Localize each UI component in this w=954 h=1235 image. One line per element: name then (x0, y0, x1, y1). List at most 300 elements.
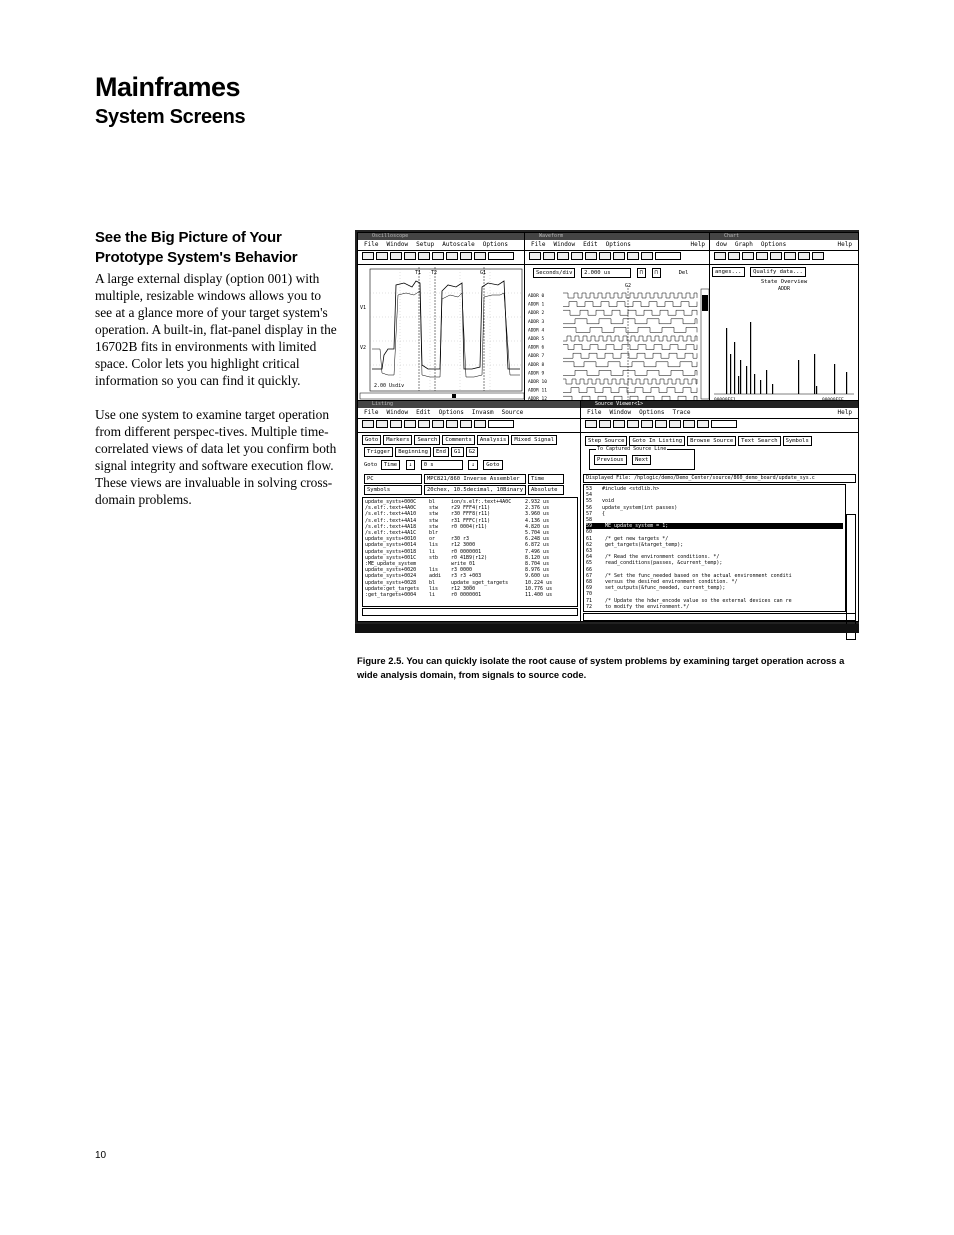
tool-icon[interactable] (585, 420, 597, 428)
line-number: 72 (586, 603, 593, 610)
tool-icon[interactable] (627, 252, 639, 260)
menu-window[interactable]: Window (386, 409, 409, 416)
chart-bar (834, 364, 835, 394)
tool-icon[interactable] (627, 420, 639, 428)
table-cell: r29 FFF4(r11) (451, 505, 491, 512)
line-number: 57 (586, 510, 593, 517)
line-number: 71 (586, 597, 593, 604)
seconds-div-button[interactable]: Seconds/div (533, 268, 575, 278)
prev-edge-icon[interactable]: ⊓ (637, 268, 646, 278)
menu-help[interactable]: Help (837, 409, 852, 416)
table-cell: r3 0000 (451, 567, 473, 574)
tool-icon[interactable] (571, 252, 583, 260)
line-text: /* Update the hdwr_encode value so the external devices can re (602, 597, 792, 604)
marker-t2: T2 (431, 270, 438, 276)
tool-icon[interactable] (770, 252, 782, 260)
waveform-label: ADDR 0 (528, 294, 545, 299)
line-text: #include <stdlib.h> (602, 486, 660, 492)
marker-t1: T1 (415, 270, 422, 276)
captured-source-group (589, 446, 695, 470)
waveform-plot (525, 281, 711, 401)
chart-bar (740, 360, 741, 394)
menu-graph[interactable]: Graph (734, 241, 753, 248)
menu-help[interactable]: Help (690, 241, 705, 248)
table-cell: r30 FFF8(r11) (451, 511, 491, 518)
goto-label: Goto (364, 462, 378, 468)
line-text: update_system(int passes) (602, 504, 678, 511)
waveform-trace (563, 379, 697, 384)
tool-icon[interactable] (390, 252, 402, 260)
waveform-label: ADDR 6 (528, 345, 545, 351)
source-title-bar: Source Viewer<1> (581, 401, 858, 408)
text-column (95, 228, 337, 525)
tool-icon[interactable] (432, 420, 444, 428)
waveform-trace (563, 327, 697, 332)
menu-autoscale[interactable]: Autoscale (442, 241, 475, 248)
page-title: Mainframes (95, 72, 241, 102)
tab-analysis[interactable]: Analysis (477, 435, 510, 445)
line-number: 60 (586, 529, 593, 536)
line-number: 66 (586, 566, 593, 573)
line-number: 56 (586, 504, 593, 511)
scope-scale: 2.00 Usdiv (374, 383, 405, 389)
scope-menu (358, 240, 526, 251)
chart-bar (738, 376, 739, 394)
tool-icon[interactable] (432, 252, 444, 260)
table-cell: :ME_update_system (365, 561, 417, 568)
scope-toolbar (358, 251, 526, 265)
table-cell: 2.932 us (525, 499, 550, 505)
table-cell: stw (429, 505, 439, 512)
tool-icon[interactable] (655, 420, 667, 428)
menu-options[interactable]: Options (438, 409, 464, 416)
chart-bar (746, 366, 747, 394)
tool-icon[interactable] (362, 420, 374, 428)
table-cell: /s.elf:.text+4A10 (365, 511, 417, 518)
goto-button[interactable]: Goto (483, 460, 502, 470)
tool-icon[interactable] (669, 420, 681, 428)
chart-bar (816, 386, 817, 394)
tab-step-source[interactable]: Step Source (585, 436, 627, 446)
tab-comments[interactable]: Comments (442, 435, 475, 445)
waveform-label: ADDR 3 (528, 319, 545, 325)
table-cell: r0 0000001 (451, 548, 482, 555)
tool-icon[interactable] (728, 252, 740, 260)
table-cell: /s.elf:.text+4A1C (365, 530, 417, 537)
line-text: /* get new targets */ (602, 535, 669, 542)
tool-icon[interactable] (529, 252, 541, 260)
waveform-label: ADDR 4 (528, 328, 545, 334)
tool-icon[interactable] (376, 420, 388, 428)
menu-edit[interactable]: Edit (416, 409, 431, 416)
marker-g1: G1 (480, 270, 487, 276)
tool-blank (711, 420, 737, 428)
waveform-trace (563, 345, 697, 350)
line-number: 67 (586, 572, 593, 579)
tab-browse-source[interactable]: Browse Source (687, 436, 736, 446)
table-cell: update_systs+0014 (365, 542, 417, 549)
column-pc[interactable]: PC (364, 474, 422, 484)
line-text: set_outputs(&func_needed, current_temp); (602, 585, 726, 592)
table-cell: stw (429, 523, 439, 530)
listing-menu (358, 408, 582, 419)
table-cell: update:get_targets (365, 585, 420, 592)
goto-time-select[interactable]: Time (381, 460, 400, 470)
line-text: versus the desired environment condition. */ (602, 579, 738, 586)
source-window (580, 400, 859, 622)
line-text: ME_update_system = 1; (602, 523, 669, 530)
table-cell: update_systs+0010 (365, 536, 417, 543)
menu-file[interactable]: File (587, 409, 602, 416)
listing-goto-buttons (358, 445, 582, 457)
waveform-controls (525, 265, 711, 281)
table-cell: bl (429, 579, 436, 586)
chart-bar (726, 328, 727, 394)
line-number: 62 (586, 541, 593, 548)
chart-bar (798, 360, 799, 394)
next-edge-icon[interactable]: ⊓ (652, 268, 661, 278)
column-inverse-assembler[interactable]: MPC821/860 Inverse Assembler (424, 474, 526, 484)
table-cell: stw (429, 517, 439, 524)
line-number: 63 (586, 548, 593, 555)
waveform-menu (525, 240, 711, 251)
tab-search[interactable]: Search (414, 435, 440, 445)
table-cell: /s.elf:.text+4A14 (365, 517, 417, 524)
waveform-toolbar (525, 251, 711, 265)
chart-title-bar: Chart (710, 233, 858, 240)
column-time[interactable]: Time (528, 474, 564, 484)
waveform-label: ADDR 7 (528, 354, 545, 360)
menu-options[interactable]: Options (760, 241, 787, 248)
listing-toolbar (358, 419, 582, 433)
waveform-trace (563, 293, 697, 298)
tool-icon[interactable] (756, 252, 768, 260)
tool-icon[interactable] (798, 252, 810, 260)
scope-window (357, 232, 527, 402)
column-symbols[interactable]: Symbols (364, 485, 422, 495)
chart-bar (730, 354, 731, 394)
scope-scrollbar[interactable] (360, 393, 524, 399)
line-number: 59 (586, 523, 593, 530)
waveform-label: ADDR 2 (528, 311, 545, 317)
end-button[interactable]: End (433, 447, 449, 457)
tool-icon[interactable] (599, 420, 611, 428)
ranges-button[interactable]: anges... (712, 267, 745, 277)
table-cell: li (429, 592, 436, 599)
tool-icon[interactable] (362, 252, 374, 260)
waveform-trace (563, 388, 697, 393)
chart-controls (710, 265, 858, 279)
listing-title-bar: Listing (358, 401, 582, 408)
table-cell: r12 3000 (451, 542, 476, 549)
line-number: 55 (586, 498, 593, 505)
tool-icon[interactable] (418, 252, 430, 260)
line-number: 61 (586, 535, 593, 542)
seconds-div-value[interactable]: 2.000 us (581, 268, 631, 278)
chart-heading: State Overview (760, 279, 808, 285)
table-cell: 6.248 us (525, 536, 550, 543)
waveform-label: ADDR 10 (528, 380, 547, 385)
chart-window (709, 232, 859, 402)
g2-button[interactable]: G2 (466, 447, 479, 457)
source-tabs (581, 433, 858, 446)
next-button[interactable]: Next (632, 455, 651, 465)
column-format[interactable]: 20chex, 10.5decimal, 10Binary (424, 485, 526, 495)
menu-help[interactable]: Help (837, 241, 852, 248)
source-toolbar (581, 419, 858, 433)
table-cell: write 01 (451, 561, 476, 568)
previous-button[interactable]: Previous (594, 455, 627, 465)
listing-table (362, 497, 578, 607)
chart-bar (766, 370, 767, 394)
tool-icon[interactable] (376, 252, 388, 260)
tool-icon[interactable] (460, 420, 472, 428)
waveform-window (524, 232, 712, 402)
listing-column-subheaders (358, 484, 582, 495)
listing-window (357, 400, 583, 622)
chart-bar (846, 372, 847, 394)
column-absolute[interactable]: Absolute (528, 485, 564, 495)
paragraph-2: Use one system to examine target operation from different perspec-tives. Multiple time-correlated views of data let you confirm both signal integrity and software execution flow. These views are invaluable in solving cross-domain problems. (95, 407, 337, 507)
chart-bar (760, 380, 761, 394)
table-cell: 11.400 us (525, 592, 553, 599)
tool-icon[interactable] (613, 252, 625, 260)
tool-icon[interactable] (641, 420, 653, 428)
marker-g2: G2 (625, 283, 632, 289)
table-cell: update_systs+0020 (365, 567, 417, 574)
analyzer-screenshot (355, 230, 859, 633)
paragraph-1: A large external display (option 001) with multiple, resizable windows allows you to see at a glance more of your target system's operation. A built-in, flat-panel display in the 16702B fits in environments with limited space. Color lets you highlight critical information so you can find it quickly. (95, 271, 337, 388)
label-v2: V2 (360, 345, 367, 351)
table-cell: 8.120 us (525, 554, 550, 561)
listing-column-headers (358, 470, 582, 484)
tool-icon[interactable] (613, 420, 625, 428)
table-cell: r0 0000001 (451, 592, 482, 599)
down-arrow-icon[interactable]: ↓ (406, 460, 415, 470)
tool-icon[interactable] (474, 252, 486, 260)
tab-mixed-signal[interactable]: Mixed Signal (511, 435, 557, 445)
menu-source[interactable]: Source (501, 409, 524, 416)
table-cell: 10.224 us (525, 579, 553, 586)
waveform-label: ADDR 11 (528, 388, 547, 394)
tool-icon[interactable] (404, 420, 416, 428)
table-cell: 9.600 us (525, 573, 550, 580)
table-cell: stb (429, 554, 439, 561)
table-cell: :get_targets+0004 (365, 592, 417, 599)
tool-icon[interactable] (714, 252, 726, 260)
tool-icon[interactable] (446, 252, 458, 260)
page-number: 10 (95, 1150, 107, 1161)
listing-scrollbar[interactable] (362, 608, 578, 616)
group-label: To Captured Source Line (597, 446, 667, 452)
tool-icon[interactable] (543, 252, 555, 260)
table-cell: r30 r3 (451, 536, 470, 543)
waveform-label: ADDR 9 (528, 371, 545, 377)
menu-options[interactable]: Options (482, 241, 509, 248)
source-menu (581, 408, 858, 419)
table-cell: /s.elf:.text+4A0C (365, 505, 417, 512)
source-h-scrollbar[interactable] (583, 613, 856, 621)
source-scrollbar[interactable] (846, 514, 856, 640)
tool-icon[interactable] (404, 252, 416, 260)
menu-invasm[interactable]: Invasm (471, 409, 494, 416)
waveform-title-bar: Waveform (525, 233, 711, 240)
g1-button[interactable]: G1 (451, 447, 464, 457)
menu-file[interactable]: File (531, 241, 546, 248)
line-number: 53 (586, 486, 593, 492)
waveform-label: ADDR 8 (528, 362, 545, 368)
table-cell: update_systs+000C (365, 499, 417, 505)
tool-icon[interactable] (641, 252, 653, 260)
scope-plot (358, 265, 526, 401)
tool-icon[interactable] (812, 252, 824, 260)
waveform-trace (563, 362, 697, 367)
table-cell: 4.820 us (525, 523, 550, 530)
table-cell: 7.496 us (525, 548, 550, 555)
line-text: { (602, 510, 606, 517)
table-cell: bl (429, 499, 436, 505)
tool-icon[interactable] (683, 420, 695, 428)
menu-setup[interactable]: Setup (416, 241, 435, 248)
state-overview-chart (710, 292, 858, 402)
table-cell: lis (429, 542, 439, 549)
table-cell: 3.960 us (525, 511, 550, 518)
table-cell: update_systs+0028 (365, 579, 417, 586)
menu-trace[interactable]: Trace (672, 409, 691, 416)
displayed-file-path: Displayed File: /hplogic/demo/Demo_Center/source/860_demo_board/update_sys.c (583, 474, 856, 483)
waveform-label: ADDR 5 (528, 337, 545, 342)
waveform-trace (563, 302, 697, 307)
menu-options[interactable]: Options (605, 241, 631, 248)
table-row[interactable] (365, 592, 575, 598)
table-cell: ion/s.elf:.text+4A0C (451, 499, 512, 505)
table-cell: r0 0004(r11) (451, 523, 488, 530)
table-cell: 4.136 us (525, 517, 550, 524)
tab-symbols[interactable]: Symbols (783, 436, 812, 446)
line-number: 68 (586, 579, 593, 586)
table-cell: 5.704 us (525, 530, 550, 537)
waveform-trace (563, 336, 697, 341)
table-cell: lis (429, 585, 439, 592)
table-cell: update_systs+0024 (365, 573, 417, 580)
chart-bar (772, 384, 773, 394)
table-cell: stw (429, 511, 439, 518)
table-cell: li (429, 548, 436, 555)
table-cell: r0 41B9(r12) (451, 554, 488, 561)
chart-bar (750, 322, 751, 394)
waveform-label: ADDR 1 (528, 302, 545, 308)
tool-blank (488, 420, 514, 428)
delay-label: Del (678, 270, 689, 276)
menu-window[interactable]: Window (609, 409, 632, 416)
line-text: /* Set the func_needed based on the actual environment conditi (602, 572, 792, 579)
listing-goto-row (358, 457, 582, 470)
table-cell: blr (429, 530, 439, 537)
source-line[interactable] (586, 604, 843, 610)
qualify-button[interactable]: Qualify data... (750, 267, 806, 277)
table-cell: /s.elf:.text+4A18 (365, 523, 417, 530)
line-number: 70 (586, 591, 593, 598)
label-v1: V1 (360, 305, 367, 311)
tab-markers[interactable]: Markers (383, 435, 412, 445)
section-title: See the Big Picture of Your Prototype System's Behavior (95, 229, 298, 266)
tab-text-search[interactable]: Text Search (738, 436, 780, 446)
down-arrow-icon[interactable]: ↓ (468, 460, 477, 470)
table-cell: 10.776 us (525, 585, 553, 592)
line-text: to modify the environment.*/ (602, 603, 690, 610)
tool-icon[interactable] (390, 420, 402, 428)
waveform-trace (563, 353, 697, 358)
tool-icon[interactable] (557, 252, 569, 260)
chart-menu (710, 240, 858, 251)
goto-value-field[interactable]: 0 s (421, 460, 463, 470)
chart-axis-label: ADDR (777, 286, 791, 292)
tool-icon[interactable] (585, 252, 597, 260)
table-cell: update_systs+001C (365, 554, 417, 561)
tool-blank (488, 252, 514, 260)
table-cell: r3 r3 +003 (451, 573, 482, 580)
listing-tabs (358, 433, 582, 445)
tool-icon[interactable] (446, 420, 458, 428)
beginning-button[interactable]: Beginning (395, 447, 431, 457)
table-cell: 8.704 us (525, 561, 550, 568)
tool-icon[interactable] (418, 420, 430, 428)
menu-file[interactable]: File (364, 409, 379, 416)
menu-window[interactable]: Window (386, 241, 409, 248)
line-number: 69 (586, 585, 593, 592)
table-cell: addi (429, 573, 442, 580)
tool-icon[interactable] (697, 420, 709, 428)
tool-icon[interactable] (460, 252, 472, 260)
tool-icon[interactable] (784, 252, 796, 260)
table-cell: update_sget_targets (451, 579, 509, 586)
table-cell: 8.976 us (525, 567, 550, 574)
page-subtitle: System Screens (95, 106, 246, 128)
tab-goto[interactable]: Goto (362, 435, 381, 445)
menu-edit[interactable]: Edit (583, 241, 598, 248)
chart-bar (734, 342, 735, 394)
trigger-button[interactable]: Trigger (364, 447, 393, 457)
line-number: 54 (586, 492, 593, 499)
waveform-trace (563, 310, 697, 315)
menu-window[interactable]: dow (716, 241, 727, 248)
table-cell: 2.376 us (525, 505, 550, 512)
line-number: 64 (586, 554, 593, 561)
tool-blank (655, 252, 681, 260)
taskbar (355, 624, 859, 633)
tool-icon[interactable] (474, 420, 486, 428)
menu-options[interactable]: Options (639, 409, 665, 416)
waveform-trace (563, 370, 697, 375)
table-cell: r12 3000 (451, 585, 476, 592)
figure-caption: Figure 2.5. You can quickly isolate the root cause of system problems by examining target operation across a wide analysis domain, from signals to source code. (357, 655, 845, 680)
table-cell: lis (429, 567, 439, 574)
menu-file[interactable]: File (364, 241, 379, 248)
tab-goto-listing[interactable]: Goto In Listing (629, 436, 685, 446)
chart-toolbar (710, 251, 858, 265)
chart-bar (754, 374, 755, 394)
source-code-view (583, 484, 846, 612)
line-text: /* Read the environment conditions. */ (602, 554, 720, 561)
line-number: 58 (586, 517, 593, 524)
line-text: void (602, 498, 615, 505)
tool-icon[interactable] (742, 252, 754, 260)
menu-window[interactable]: Window (553, 241, 576, 248)
tool-icon[interactable] (599, 252, 611, 260)
line-number: 65 (586, 560, 593, 567)
table-cell: update_systs+0018 (365, 548, 417, 555)
chart-bar (814, 354, 815, 394)
